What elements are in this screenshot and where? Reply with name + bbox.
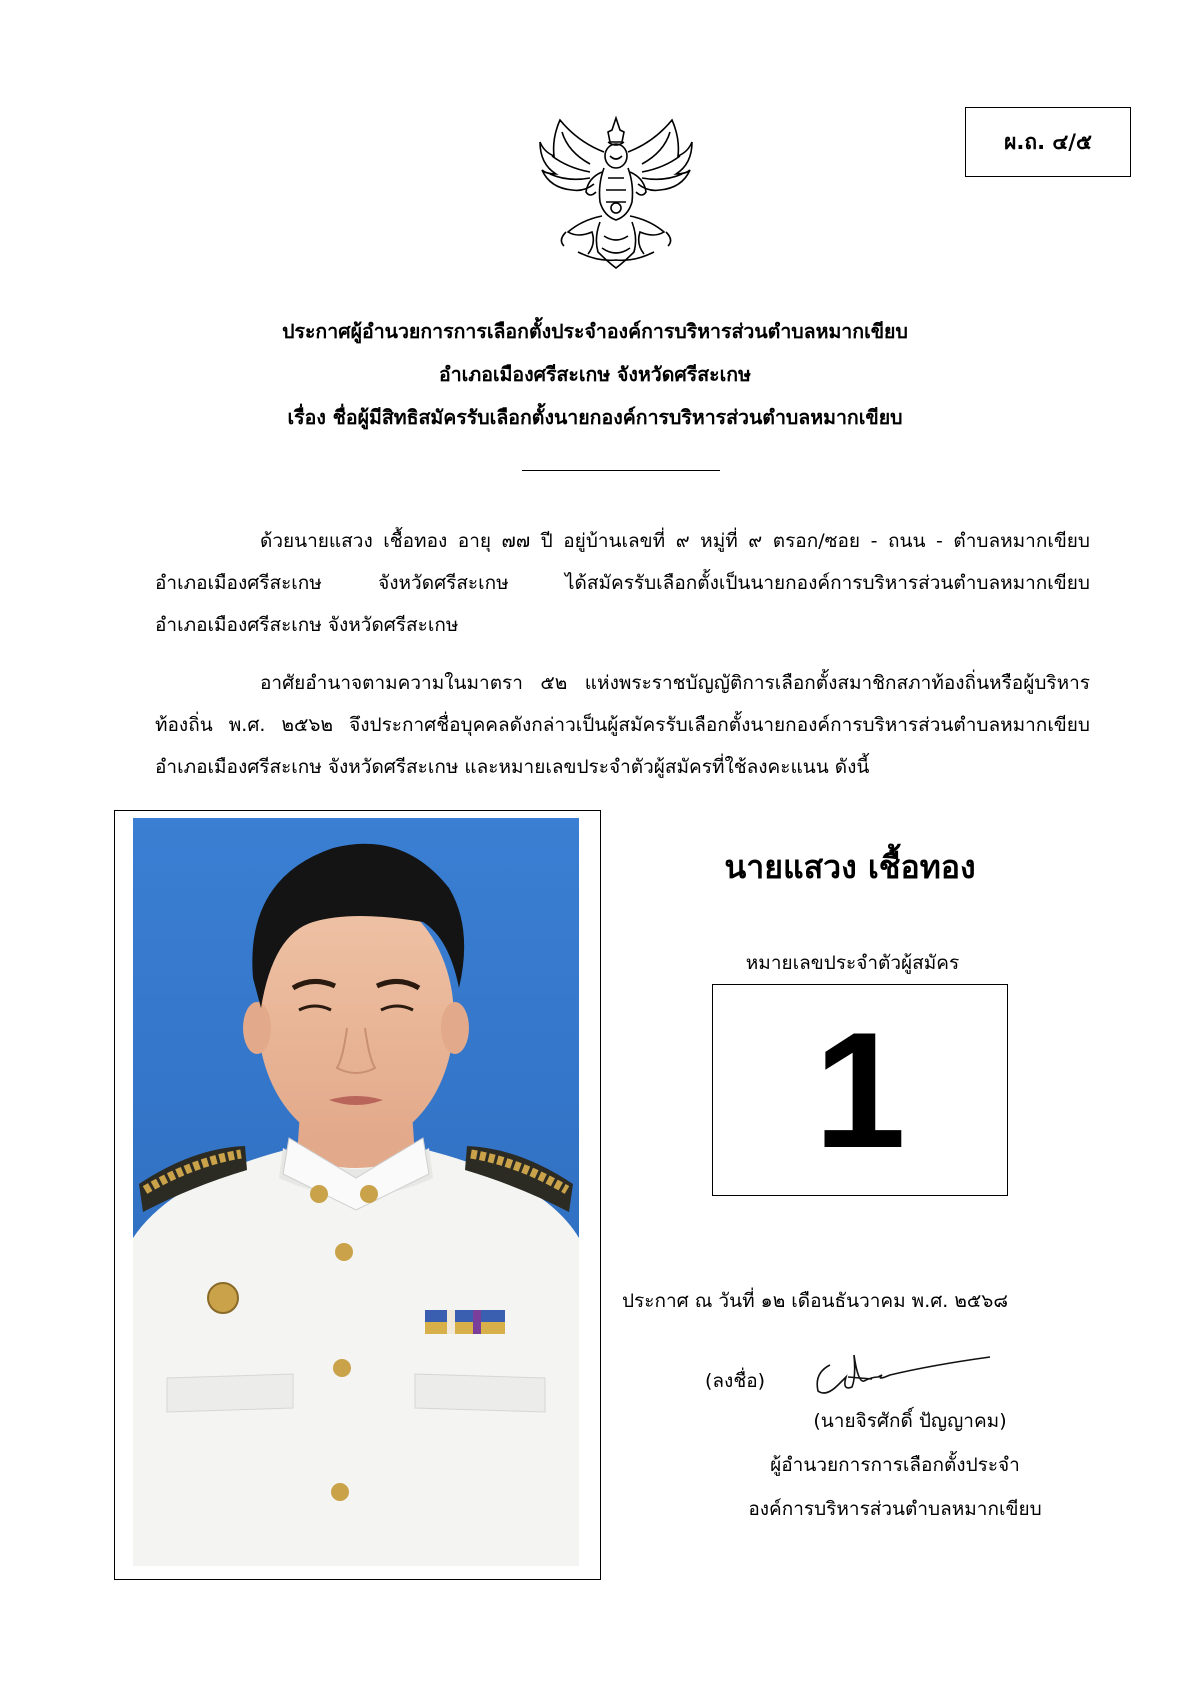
paragraph-2 [155, 662, 1090, 788]
paragraph-2-line-1 [155, 662, 1090, 704]
announcement-date: ประกาศ ณ วันที่ ๑๒ เดือนธันวาคม พ.ศ. ๒๕๖๘ [622, 1290, 1009, 1312]
candidate-number-label: หมายเลขประจำตัวผู้สมัคร [745, 952, 960, 974]
paragraph-2-line-2: ท้องถิ่น พ.ศ. ๒๕๖๒ จึงประกาศชื่อบุคคลดังกล่าวเป็นผู้สมัครรับเลือกตั้งนายกองค์การบริหารส่วนตำบลหมากเขียบ [155, 714, 1090, 736]
paragraph-2-line-3: อำเภอเมืองศรีสะเกษ จังหวัดศรีสะเกษ และหมายเลขประจำตัวผู้สมัครที่ใช้ลงคะแนน ดังนี้ [155, 756, 870, 778]
paragraph-1 [155, 520, 1090, 646]
paragraph-2-line-1-text: อาศัยอำนาจตามความในมาตรา ๕๒ แห่งพระราชบัญญัติการเลือกตั้งสมาชิกสภาท้องถิ่นหรือผู้บริหาร [260, 672, 1090, 694]
heading-line-2: อำเภอเมืองศรีสะเกษ จังหวัดศรีสะเกษ [439, 363, 751, 386]
paragraph-1-line-1-text: ด้วยนายแสวง เชื้อทอง อายุ ๗๗ ปี อยู่บ้านเลขที่ ๙ หมู่ที่ ๙ ตรอก/ซอย - ถนน - ตำบลหมากเขียบ [260, 530, 1090, 552]
candidate-name: นายแสวง เชื้อทอง [724, 848, 976, 886]
candidate-number-box [712, 984, 1008, 1196]
heading-divider [522, 470, 720, 471]
handwritten-signature [812, 1347, 994, 1407]
paragraph-1-line-2: อำเภอเมืองศรีสะเกษ จังหวัดศรีสะเกษ ได้สมัครรับเลือกตั้งเป็นนายกองค์การบริหารส่วนตำบลหมากเขียบ [155, 572, 1090, 594]
form-code-box [965, 107, 1131, 177]
signer-name: (นายจิรศักดิ์ ปัญญาคม) [813, 1410, 1007, 1432]
garuda-emblem [538, 112, 694, 270]
paragraph-1-line-3: อำเภอเมืองศรีสะเกษ จังหวัดศรีสะเกษ [155, 614, 459, 636]
heading-subject: เรื่อง ชื่อผู้มีสิทธิสมัครรับเลือกตั้งนายกองค์การบริหารส่วนตำบลหมากเขียบ [287, 406, 903, 429]
signer-position-line-1: ผู้อำนวยการการเลือกตั้งประจำ [770, 1454, 1020, 1476]
paragraph-1-line-1 [155, 520, 1090, 562]
form-code: ผ.ถ. ๔/๕ [1004, 129, 1092, 154]
signer-position-line-2: องค์การบริหารส่วนตำบลหมากเขียบ [748, 1498, 1042, 1520]
candidate-photo [133, 818, 579, 1566]
heading-line-1: ประกาศผู้อำนวยการการเลือกตั้งประจำองค์การบริหารส่วนตำบลหมากเขียบ [282, 320, 908, 343]
signature-label: (ลงชื่อ) [705, 1370, 766, 1392]
candidate-number: 1 [814, 997, 906, 1182]
